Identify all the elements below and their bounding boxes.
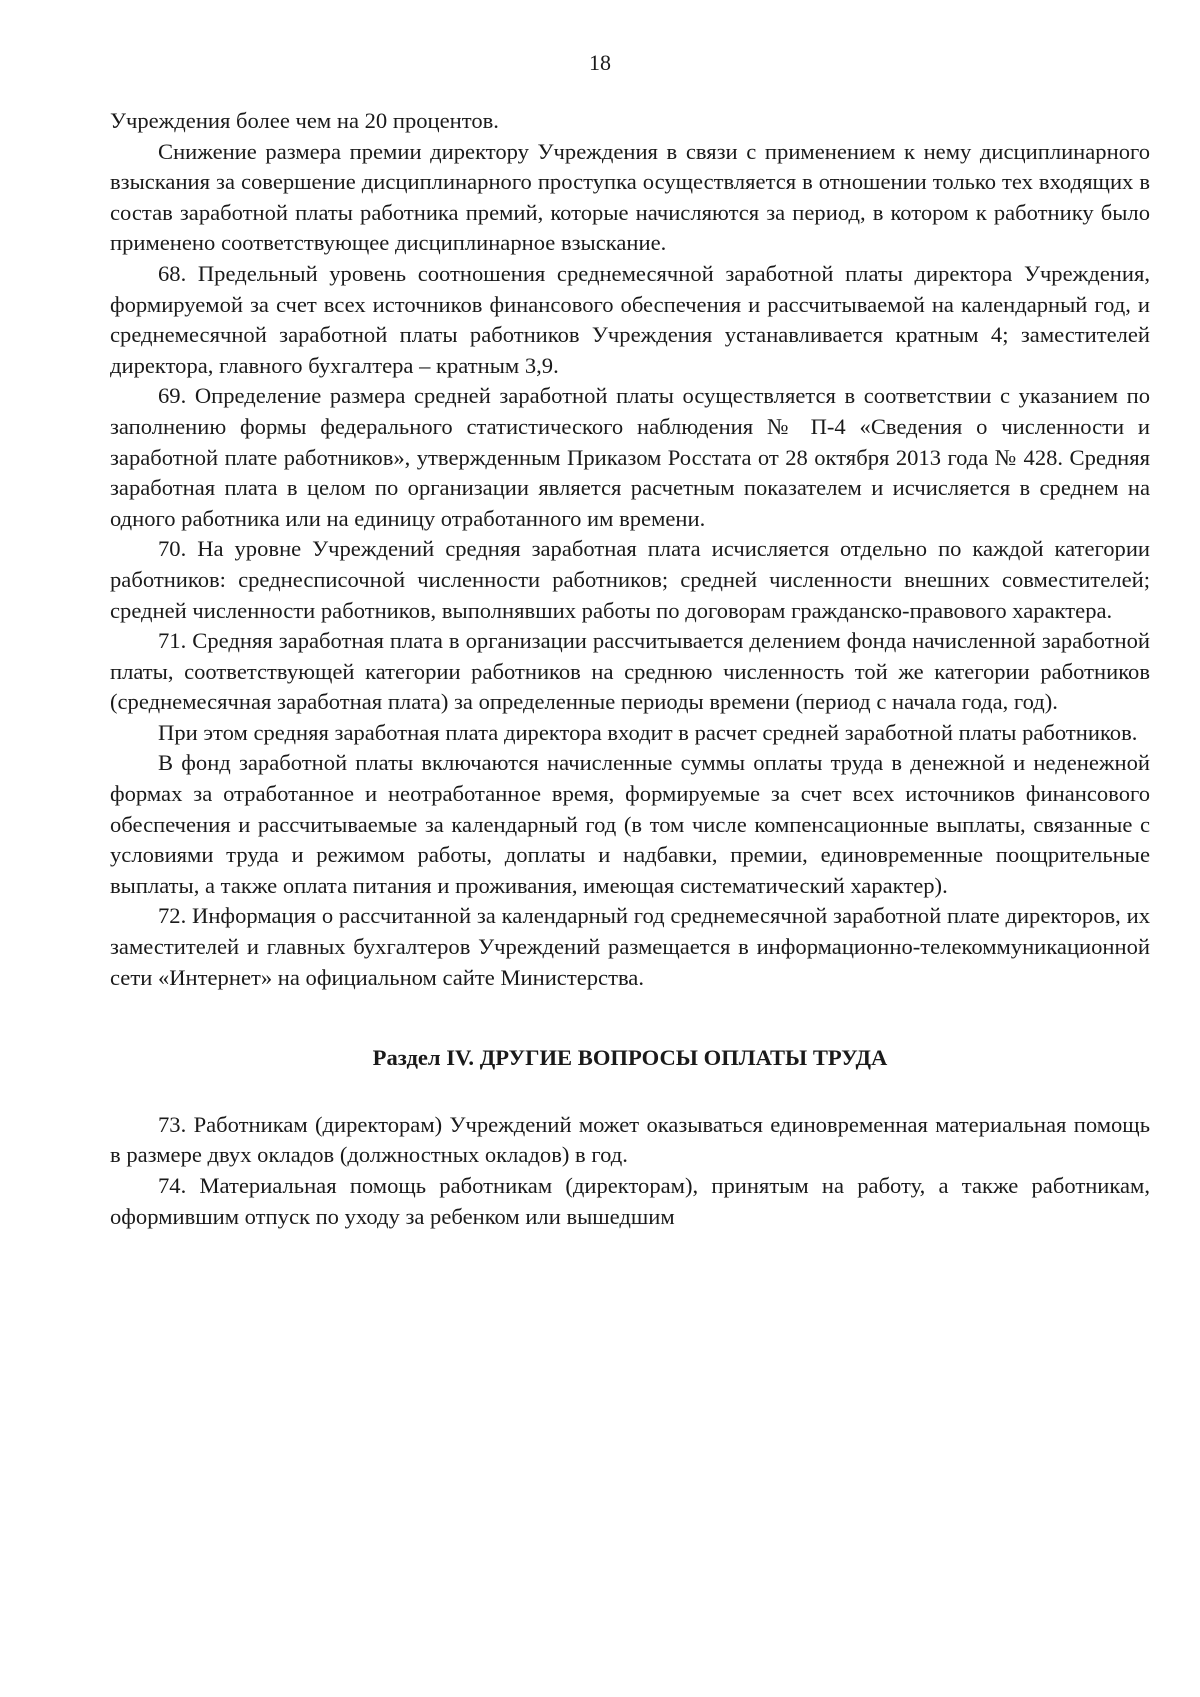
paragraph: Учреждения более чем на 20 процентов.	[110, 108, 499, 133]
document-body	[110, 106, 1150, 1232]
page-number: 18	[589, 50, 611, 75]
paragraph: 74. Материальная помощь работникам (директорам), принятым на работу, а также работникам, оформившим отпуск по уходу за ребенком или вышедшим	[110, 1173, 1150, 1229]
paragraphs-after-section	[110, 1110, 1150, 1232]
paragraph: В фонд заработной платы включаются начисленные суммы оплаты труда в денежной и неденежной формах за отработанное и неотработанное время, формируемые за счет всех источников финансового обеспечения и рассчитываемые за календарный год (в том числе компенсационные выплаты, связанные с условиями труда и режимом работы, доплаты и надбавки, премии, единовременные поощрительные выплаты, а также оплата питания и проживания, имеющая систематический характер).	[110, 750, 1150, 898]
paragraph: 73. Работникам (директорам) Учреждений может оказываться единовременная материальная помощь в размере двух окладов (должностных окладов) в год.	[110, 1111, 1150, 1168]
paragraph: При этом средняя заработная плата директора входит в расчет средней заработной платы работников.	[158, 719, 1138, 745]
paragraph: Снижение размера премии директору Учреждения в связи с применением к нему дисциплинарного взыскания за совершение дисциплинарного проступка осуществляется в отношении только тех входящих в состав заработной платы работника премий, которые начисляются за период, в котором к работнику было применено соответствующее дисциплинарное взыскание.	[110, 138, 1150, 256]
paragraph: 71. Средняя заработная плата в организации рассчитывается делением фонда начисленной заработной платы, соответствующей категории работников на среднюю численность той же категории работников (среднемесячная заработная плата) за определенные периоды времени (период с начала года, год).	[110, 628, 1150, 715]
paragraph: 72. Информация о рассчитанной за календарный год среднемесячной заработной плате директоров, их заместителей и главных бухгалтеров Учреждений размещается в информационно-телекоммуникационной сети «Интернет» на официальном сайте Министерства.	[110, 903, 1150, 990]
paragraph: 69. Определение размера средней заработной платы осуществляется в соответствии с указанием по заполнению формы федерального статистического наблюдения № П-4 «Сведения о численности и заработной плате работников», утвержденным Приказом Росстата от 28 октября 2013 года № 428. Средняя заработная плата в целом по организации является расчетным показателем и исчисляется в среднем на одного работника или на единицу отработанного им времени.	[110, 383, 1150, 531]
paragraph: 68. Предельный уровень соотношения среднемесячной заработной платы директора Учреждения, формируемой за счет всех источников финансового обеспечения и рассчитываемой на календарный год, и среднемесячной заработной платы работников Учреждения устанавливается кратным 4; заместителей директора, главного бухгалтера – кратным 3,9.	[110, 260, 1150, 378]
paragraphs-before-section	[110, 106, 1150, 993]
section-heading: Раздел IV. ДРУГИЕ ВОПРОСЫ ОПЛАТЫ ТРУДА	[372, 1045, 888, 1071]
paragraph: 70. На уровне Учреждений средняя заработная плата исчисляется отдельно по каждой категории работников: среднесписочной численности работников; средней численности внешних совместителей; средней численности работников, выполнявших работы по договорам гражданско-правового характера.	[110, 536, 1150, 623]
